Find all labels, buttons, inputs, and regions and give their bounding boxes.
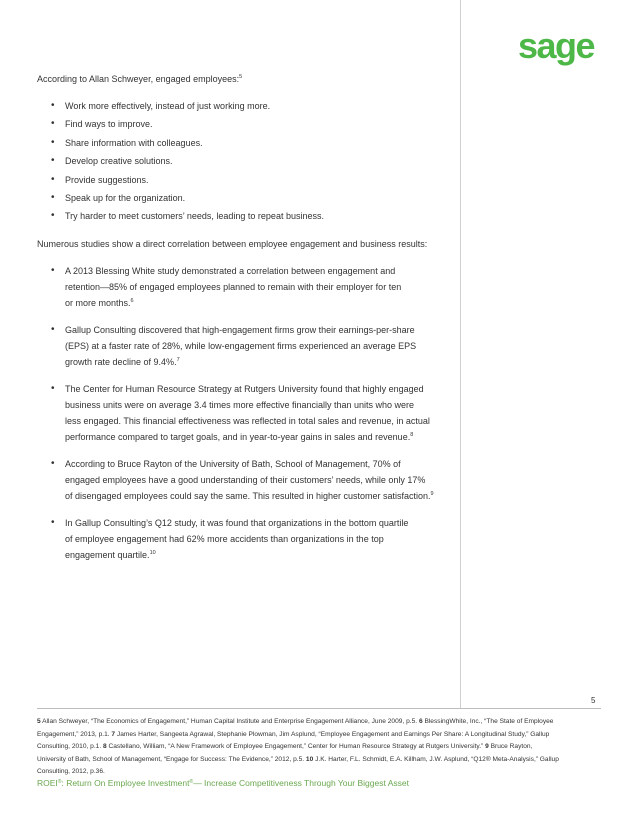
study-item-bath — [37, 456, 597, 504]
footnote-text: University of Bath, School of Management, “Engage for Success: The Evidence,” 2012, p.5. — [37, 755, 306, 763]
footnote-number: 8 — [102, 743, 107, 750]
footnote-ref-5: 5 — [239, 74, 243, 80]
text-line: • In Gallup Consulting’s Q12 study, it was found that organizations in the bottom quartile — [65, 517, 409, 528]
list-item — [37, 190, 597, 208]
study-item-rutgers — [37, 381, 597, 445]
list-item — [37, 208, 597, 226]
footnote-text: Engagement,” 2013, p.1. — [37, 730, 112, 738]
list-item — [37, 116, 597, 134]
footnote-number: 5 — [37, 718, 41, 725]
footnote-divider — [37, 708, 601, 709]
footnote-number: 10 — [305, 755, 314, 763]
list-item-text: Speak up for the organization. — [65, 192, 186, 203]
text-line-with-ref — [65, 295, 597, 311]
studies-list — [37, 263, 597, 563]
footnote-text: Consulting, 2010, p.1. — [37, 743, 103, 750]
footnote-ref: 7 — [176, 356, 180, 363]
footnote-text: James Harter, Sangeeta Agrawal, Stephanie Plowman, Jim Asplund, “Employee Engagement and Earnings Per Share: A Longitudinal Study,” Gallup — [115, 730, 550, 738]
text-line-with-ref — [65, 354, 597, 370]
text-line: growth rate decline of 9.4%. — [65, 356, 177, 367]
text-line: (EPS) at a faster rate of 28%, while low-engagement firms experienced an average EPS — [65, 340, 417, 351]
footnote-text: Allan Schweyer, “The Economics of Engagement,” Human Capital Institute and Enterprise Engagement Alliance, June 2009, p.5. — [40, 718, 419, 725]
footnote-number: 9 — [485, 743, 489, 750]
text-line: of disengaged employees could say the same. This resulted in higher customer satisfaction. — [65, 490, 431, 501]
footnote-number: 6 — [418, 718, 423, 725]
text-line-with-ref — [65, 429, 597, 445]
text-line: or more months. — [65, 297, 131, 308]
document-footer — [37, 778, 409, 788]
footnote-line — [37, 741, 601, 754]
intro-paragraph — [37, 71, 597, 87]
footer-subtitle: — Increase Competitiveness Through Your Biggest Asset — [193, 778, 409, 788]
text-line: • The Center for Human Resource Strategy at Rutgers University found that highly engaged — [65, 383, 424, 394]
list-item — [37, 153, 597, 171]
text-line: retention—85% of engaged employees planned to remain with their employer for ten — [65, 281, 402, 292]
study-item-blessingwhite — [37, 263, 597, 311]
text-line: engaged employees have a good understanding of their customers’ needs, while only 17% — [65, 474, 426, 485]
page-number: 5 — [591, 696, 596, 705]
list-item — [37, 135, 597, 153]
text-line: • A 2013 Blessing White study demonstrated a correlation between engagement and — [65, 265, 396, 276]
list-item-text: Share information with colleagues. — [65, 137, 203, 148]
text-line: • Gallup Consulting discovered that high-engagement firms grow their earnings-per-share — [65, 324, 415, 335]
footnote-ref: 10 — [149, 549, 156, 556]
footnote-ref: 8 — [410, 431, 414, 438]
logo-text: sage — [517, 30, 595, 66]
list-item — [37, 172, 597, 190]
study-item-gallup-q12 — [37, 515, 597, 563]
intro-text: According to Allan Schweyer, engaged employees: — [37, 74, 240, 84]
text-line-with-ref — [65, 488, 597, 504]
footer-roei: ROEI — [37, 778, 58, 788]
footnote-ref: 9 — [430, 490, 434, 497]
text-line: business units were on average 3.4 times more effective financially than units who were — [65, 399, 415, 410]
footnotes — [37, 716, 601, 779]
footnote-line: Consulting, 2012, p.36. — [37, 768, 105, 775]
footnote-line — [37, 716, 601, 729]
list-item-text: Find ways to improve. — [65, 119, 153, 130]
engaged-employees-list — [37, 98, 597, 227]
registered-mark: ® — [189, 779, 194, 785]
study-item-gallup-eps — [37, 322, 597, 370]
text-line-with-ref — [65, 547, 597, 563]
list-item-text: Provide suggestions. — [65, 174, 149, 185]
list-item — [37, 98, 597, 116]
list-item-text: Work more effectively, instead of just working more. — [65, 101, 271, 111]
footnote-ref: 6 — [130, 297, 134, 304]
footer-title: : Return On Employee Investment — [61, 778, 190, 788]
footnote-line — [37, 754, 601, 767]
footnote-text: Bruce Rayton, — [488, 743, 533, 750]
text-line: of employee engagement had 62% more accidents than organizations in the top — [65, 533, 384, 544]
list-item-text: Develop creative solutions. — [65, 156, 173, 167]
text-line: • According to Bruce Rayton of the University of Bath, School of Management, 70% of — [65, 458, 401, 469]
list-item-text: Try harder to meet customers’ needs, leading to repeat business. — [65, 211, 324, 222]
text-line: engagement quartile. — [65, 549, 150, 560]
footnote-text: Castellano, William, “A New Framework of Employee Engagement,” Center for Human Resource Strategy at Rutgers University.” — [106, 743, 486, 750]
footnote-text: BlessingWhite, Inc., “The State of Employee — [422, 718, 554, 725]
footnote-line — [37, 729, 601, 742]
footnote-number: 7 — [111, 730, 116, 738]
registered-mark: ® — [57, 779, 62, 785]
text-line: less engaged. This financial effectiveness was reflected in total sales and revenue, in actual — [65, 415, 430, 426]
footnote-text: J.K. Harter, F.L. Schmidt, E.A. Killham, J.W. Asplund, “Q12® Meta-Analysis,” Gallup — [313, 755, 559, 763]
text-line: performance compared to target goals, and in year-to-year gains in sales and revenue. — [65, 431, 411, 442]
studies-paragraph: Numerous studies show a direct correlation between employee engagement and business results: — [37, 238, 428, 249]
main-content — [37, 71, 597, 574]
